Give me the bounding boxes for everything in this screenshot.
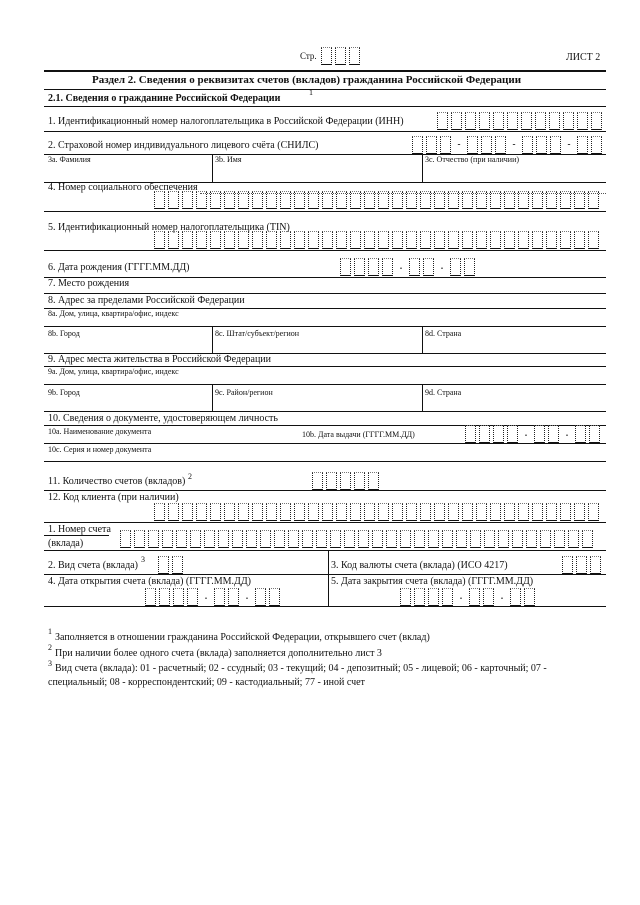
doc10a-label: 10a. Наименование документа xyxy=(48,427,152,436)
currency-label: 3. Код валюты счета (вклада) (ИСО 4217) xyxy=(331,560,508,571)
footnote-3-text: Вид счета (вклада): 01 - расчетный; 02 - ссудный; 03 - текущий; 04 - депозитный; 05 - лицевой; 06 - карточный; 07 - xyxy=(55,663,547,674)
snils-dash-3: - xyxy=(567,139,571,149)
footnote-1-mark: 1 xyxy=(48,627,52,636)
open-date-dot-1: . xyxy=(204,591,208,601)
doc10c-label: 10c. Серия и номер документа xyxy=(48,445,152,454)
addr8c-label: 8c. Штат/субъект/регион xyxy=(215,329,300,338)
account-type-cells[interactable] xyxy=(158,556,186,574)
client-code-label: 12. Код клиента (при наличии) xyxy=(48,492,179,503)
account-number-cells[interactable] xyxy=(120,530,596,548)
close-date-dot-1: . xyxy=(459,591,463,601)
account-number-label: 1. Номер счета xyxy=(48,524,111,535)
residence-address-label: 9. Адрес места жительства в Российской Федерации xyxy=(48,354,272,365)
section-title: Раздел 2. Сведения о реквизитах счетов (вкладов) гражданина Российской Федерации xyxy=(92,74,522,86)
birth-date-cells[interactable] xyxy=(340,258,478,276)
sheet-label: ЛИСТ 2 xyxy=(566,52,601,63)
open-date-dot-2: . xyxy=(245,591,249,601)
addr8a-label: 8a. Дом, улица, квартира/офис, индекс xyxy=(48,309,179,318)
account-type-label: 2. Вид счета (вклада) xyxy=(48,560,138,571)
birth-date-dot-1: . xyxy=(399,261,403,271)
open-date-label: 4. Дата открытия счета (вклада) (ГГГГ.ММ.ДД) xyxy=(48,576,251,587)
id-doc-label: 10. Сведения о документе, удостоверяющем личность xyxy=(48,413,278,424)
social-number-label: 4. Номер социального обеспечения xyxy=(48,182,198,193)
account-number-label-2: (вклада) xyxy=(48,538,84,549)
footnote-1-text: Заполняется в отношении гражданина Российской Федерации, открывшего счет (вклад) xyxy=(55,632,430,643)
accounts-count-label: 11. Количество счетов (вкладов) xyxy=(48,476,186,487)
patronymic-label: 3c. Отчество (при наличии) xyxy=(425,155,520,164)
page-number-label: Стр. xyxy=(300,51,317,61)
client-code-cells[interactable] xyxy=(154,503,602,521)
addr8d-label: 8d. Страна xyxy=(425,329,462,338)
birth-place-label: 7. Место рождения xyxy=(48,278,130,289)
birth-date-dot-2: . xyxy=(440,261,444,271)
footnote-mark-3: 3 xyxy=(141,555,145,564)
name-label: 3b. Имя xyxy=(215,155,242,164)
doc-date-dot-1: . xyxy=(524,428,528,438)
addr8b-label: 8b. Город xyxy=(48,329,80,338)
currency-cells[interactable] xyxy=(562,556,604,574)
close-date-dot-2: . xyxy=(500,591,504,601)
addr9b-label: 9b. Город xyxy=(48,388,80,397)
snils-label: 2. Страховой номер индивидуального лицевого счёта (СНИЛС) xyxy=(48,140,319,151)
birth-date-label: 6. Дата рождения (ГГГГ.ММ.ДД) xyxy=(48,262,190,273)
inn-label: 1. Идентификационный номер налогоплательщика в Российской Федерации (ИНН) xyxy=(48,116,404,127)
tin-cells[interactable] xyxy=(154,231,602,249)
tin-label: 5. Идентификационный номер налогоплательщика (TIN) xyxy=(48,222,290,233)
accounts-count-cells[interactable] xyxy=(312,472,382,490)
footnote-3-mark: 3 xyxy=(48,659,52,668)
inn-cells[interactable] xyxy=(437,112,605,130)
page-number-cells[interactable] xyxy=(321,47,363,65)
open-date-cells[interactable] xyxy=(145,588,283,606)
snils-dash-1: - xyxy=(457,139,461,149)
foreign-address-label: 8. Адрес за пределами Российской Федерации xyxy=(48,295,245,306)
doc-date-dot-2: . xyxy=(565,428,569,438)
snils-cells[interactable] xyxy=(412,136,605,154)
addr9a-label: 9a. Дом, улица, квартира/офис, индекс xyxy=(48,367,179,376)
doc10b-label: 10b. Дата выдачи (ГГГГ.ММ.ДД) xyxy=(302,430,415,439)
footnote-2-mark: 2 xyxy=(48,643,52,652)
addr9d-label: 9d. Страна xyxy=(425,388,462,397)
footnote-mark-1: 1 xyxy=(309,88,313,97)
footnote-3-text-cont: специальный; 08 - корреспондентский; 09 - кастодиальный; 77 - иной счет xyxy=(48,677,365,688)
footnote-mark-2: 2 xyxy=(188,472,192,481)
doc-date-cells[interactable] xyxy=(465,425,603,443)
close-date-label: 5. Дата закрытия счета (вклада) (ГГГГ.ММ.ДД) xyxy=(331,576,534,587)
addr9c-label: 9c. Район/регион xyxy=(215,388,273,397)
subsection-title: 2.1. Сведения о гражданине Российской Федерации xyxy=(48,93,281,104)
surname-label: 3a. Фамилия xyxy=(48,155,91,164)
footnote-2-text: При наличии более одного счета (вклада) заполняется дополнительно лист 3 xyxy=(55,648,382,659)
close-date-cells[interactable] xyxy=(400,588,538,606)
snils-dash-2: - xyxy=(512,139,516,149)
social-number-cells[interactable] xyxy=(154,191,602,209)
